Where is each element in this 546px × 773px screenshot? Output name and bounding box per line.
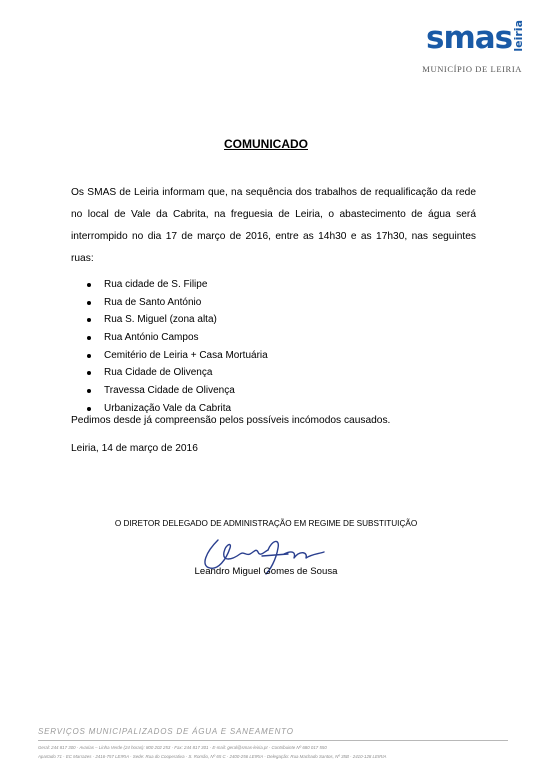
street-list-item: Urbanização Vale da Cabrita <box>87 400 268 418</box>
footer-title: SERVIÇOS MUNICIPALIZADOS DE ÁGUA E SANEAMENTO <box>38 727 294 736</box>
director-title: O DIRETOR DELEGADO DE ADMINISTRAÇÃO EM REGIME DE SUBSTITUIÇÃO <box>114 519 418 528</box>
street-list-item: Rua S. Miguel (zona alta) <box>87 311 268 329</box>
street-list-item: Rua cidade de S. Filipe <box>87 276 268 294</box>
footer-address-line: Apartado 71 · EC Marrazes · 2416-757 LEIRIA · Sede: Rua do Cooperativa · S. Romão, Nº 65 C · 2400-256 LEIRIA · Delegação: Rua Machado Santos, Nº 35B · 2410-128 LEIRIA <box>38 754 387 759</box>
notice-paragraph: Os SMAS de Leiria informam que, na sequência dos trabalhos de requalificação da rede no local de Vale da Cabrita, na freguesia de Leiria, o abastecimento de água será interrompido no dia 17 de março de 2016, entre as 14h30 e as 17h30, nas seguintes ruas: <box>71 187 476 264</box>
smas-leiria-logo <box>418 18 526 78</box>
street-list-item: Travessa Cidade de Olivença <box>87 382 268 400</box>
street-list-item: Cemitério de Leiria + Casa Mortuária <box>87 347 268 365</box>
street-list <box>87 276 268 418</box>
logo-sub-text: leiria <box>512 20 526 52</box>
street-list-item: Rua Cidade de Olivença <box>87 364 268 382</box>
apology-text: Pedimos desde já compreensão pelos possíveis incómodos causados. <box>71 415 391 426</box>
street-list-item: Rua António Campos <box>87 329 268 347</box>
signatory-name: Leandro Miguel Gomes de Sousa <box>194 566 338 577</box>
footer-contact-line: Geral: 244 817 300 · Avarias – Linha Verde (24 horas): 800 202 253 · Fax: 244 817 301 · E-mail: geral@smas-leiria.pt · Contribuinte Nº 680 017 550 <box>38 745 327 750</box>
street-list-item: Rua de Santo António <box>87 294 268 312</box>
notice-title: COMUNICADO <box>224 137 308 151</box>
logo-brand-text: smas <box>426 19 513 56</box>
municipality-label: MUNICÍPIO DE LEIRIA <box>422 64 522 74</box>
logo-mark <box>426 20 525 55</box>
date-line: Leiria, 14 de março de 2016 <box>71 443 198 454</box>
footer-divider <box>38 740 508 741</box>
